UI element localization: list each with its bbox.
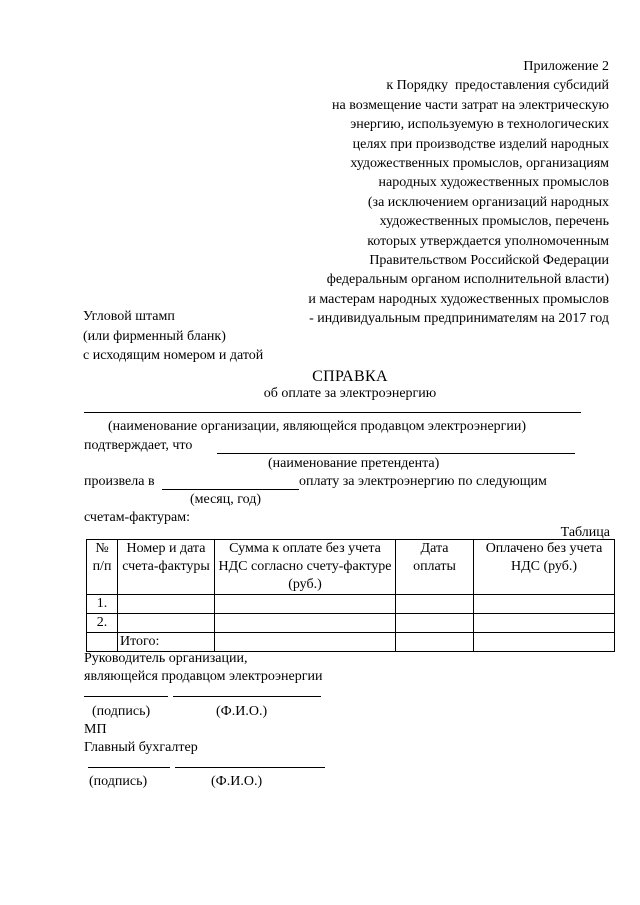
stamp-line: Угловой штамп <box>83 309 175 324</box>
appendix-line: художественных промыслов, организациям <box>350 156 609 172</box>
table-header-row <box>87 540 615 595</box>
head-fio-hint: (Ф.И.О.) <box>216 704 268 719</box>
accountant-fio-blank[interactable] <box>175 767 325 768</box>
org-name-hint: (наименование организации, являющейся продавцом электроэнергии) <box>108 419 527 434</box>
corner-stamp-block <box>83 307 263 366</box>
invoices-table <box>86 539 615 652</box>
appendix-line: - индивидуальным предпринимателям на 2017 год <box>309 311 609 327</box>
accountant-fio-hint: (Ф.И.О.) <box>211 774 263 789</box>
col-paid-header: Оплачено без учета НДС (руб.) <box>474 540 615 595</box>
appendix-line: художественных промыслов, перечень <box>379 214 609 230</box>
date-cell[interactable] <box>396 595 474 614</box>
seal-placeholder: МП <box>84 722 107 737</box>
invoices-label: счетам-фактурам: <box>84 510 191 525</box>
total-label-cell: Итого: <box>118 633 215 652</box>
paid-cell[interactable] <box>474 595 615 614</box>
appendix-line: к Порядку предоставления субсидий <box>386 78 609 94</box>
accountant-signature-hint: (подпись) <box>89 774 148 789</box>
applicant-hint: (наименование претендента) <box>268 456 440 471</box>
appendix-line: на возмещение части затрат на электрическую <box>332 97 609 113</box>
appendix-line: федеральным органом исполнительной власти) <box>326 272 609 288</box>
head-signature-hint: (подпись) <box>92 704 151 719</box>
col-invoice-header: Номер и дата счета-фактуры <box>118 540 215 595</box>
table-caption: Таблица <box>560 525 610 540</box>
appendix-line: Приложение 2 <box>523 59 609 74</box>
col-amount-header: Сумма к оплате без учета НДС согласно счету-фактуре (руб.) <box>215 540 396 595</box>
row-number-cell: 1. <box>87 595 118 614</box>
col-date-header: Дата оплаты <box>396 540 474 595</box>
appendix-line: которых утверждается уполномоченным <box>367 233 609 249</box>
document-title: СПРАВКА <box>312 368 388 385</box>
appendix-line: Правительством Российской Федерации <box>369 253 609 269</box>
row-number-cell: 2. <box>87 614 118 633</box>
head-title-line1: Руководитель организации, <box>84 651 248 666</box>
head-fio-blank[interactable] <box>173 696 321 697</box>
table-total-row <box>87 633 615 652</box>
table-row <box>87 614 615 633</box>
org-name-blank[interactable] <box>84 412 581 413</box>
accountant-title: Главный бухгалтер <box>84 740 198 755</box>
table-row <box>87 595 615 614</box>
appendix-line: целях при производстве изделий народных <box>352 136 609 152</box>
appendix-line: и мастерам народных художественных промыслов <box>308 291 609 307</box>
stamp-line: с исходящим номером и датой <box>83 348 264 363</box>
appendix-line: энергию, используемую в технологических <box>350 117 609 133</box>
head-title-line2: являющейся продавцом электроэнергии <box>84 669 323 684</box>
head-signature-blank[interactable] <box>84 696 168 697</box>
accountant-signature-blank[interactable] <box>88 767 170 768</box>
date-cell[interactable] <box>396 614 474 633</box>
confirms-label: подтверждает, что <box>84 438 193 453</box>
applicant-blank[interactable] <box>217 453 575 454</box>
paid-in-label: произвела в <box>84 474 155 489</box>
paid-total-cell[interactable] <box>474 633 615 652</box>
paid-cell[interactable] <box>474 614 615 633</box>
appendix-line: (за исключением организаций народных <box>367 194 609 210</box>
date-total-cell[interactable] <box>396 633 474 652</box>
amount-cell[interactable] <box>215 595 396 614</box>
paid-rest-label: оплату за электроэнергию по следующим <box>299 474 547 489</box>
col-number-header: № п/п <box>87 540 118 595</box>
amount-total-cell[interactable] <box>215 633 396 652</box>
month-hint: (месяц, год) <box>190 492 262 507</box>
stamp-line: (или фирменный бланк) <box>83 328 226 344</box>
document-subtitle: об оплате за электроэнергию <box>263 386 437 401</box>
amount-cell[interactable] <box>215 614 396 633</box>
appendix-header <box>308 57 609 329</box>
invoice-cell[interactable] <box>118 614 215 633</box>
appendix-line: народных художественных промыслов <box>378 175 609 191</box>
invoice-cell[interactable] <box>118 595 215 614</box>
month-blank[interactable] <box>162 489 299 490</box>
row-number-cell <box>87 633 118 652</box>
